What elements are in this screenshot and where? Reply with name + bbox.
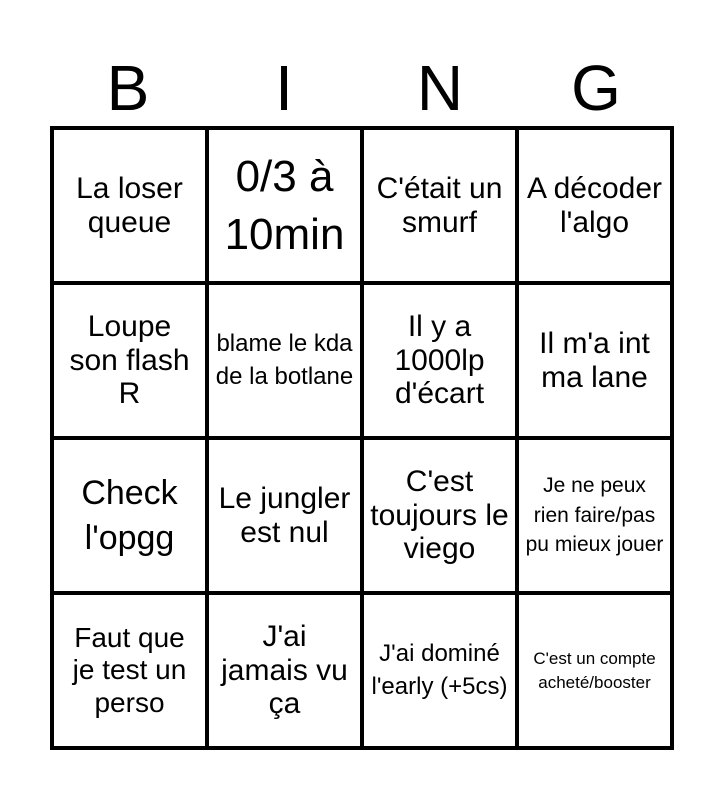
- bingo-cell[interactable]: [209, 595, 360, 746]
- bingo-cell[interactable]: [54, 130, 205, 281]
- bingo-cell-text: C'est un compte acheté/booster: [533, 648, 656, 692]
- bingo-cell[interactable]: [519, 440, 670, 591]
- header-letter-g: G: [571, 52, 621, 124]
- bingo-cell-text: C'était un smurf: [376, 171, 503, 239]
- bingo-cell[interactable]: [209, 130, 360, 281]
- bingo-cell[interactable]: [54, 595, 205, 746]
- bingo-cell[interactable]: [519, 285, 670, 436]
- bingo-cell-text: Le jungler est nul: [218, 481, 351, 549]
- bingo-cell-text: J'ai jamais vu ça: [221, 619, 348, 721]
- bingo-cell-text: Il m'a int ma lane: [539, 326, 650, 394]
- bingo-cell-text: blame le kda de la botlane: [215, 330, 354, 390]
- bingo-cell[interactable]: [364, 285, 515, 436]
- bingo-cell-text: J'ai dominé l'early (+5cs): [371, 640, 508, 700]
- bingo-cell[interactable]: [364, 595, 515, 746]
- bingo-cell-text: La loser queue: [76, 171, 183, 239]
- bingo-cell-text: Loupe son flash R: [69, 309, 190, 411]
- bingo-cell-text: Check l'opgg: [81, 474, 178, 557]
- bingo-cell[interactable]: [364, 130, 515, 281]
- header-letter-n: N: [416, 52, 464, 124]
- bingo-cell-text: C'est toujours le viego: [370, 464, 509, 566]
- header-letter-b: B: [106, 52, 150, 124]
- bingo-board: [50, 126, 674, 750]
- bingo-cell-text: Il y a 1000lp d'écart: [394, 309, 485, 411]
- bingo-cell-text: Faut que je test un perso: [72, 622, 187, 718]
- bingo-cell[interactable]: [364, 440, 515, 591]
- bingo-cell-text: Je ne peux rien faire/pas pu mieux jouer: [525, 474, 664, 557]
- bingo-cell-text: 0/3 à 10min: [224, 152, 345, 259]
- bingo-cell[interactable]: [54, 285, 205, 436]
- bingo-cell[interactable]: [209, 440, 360, 591]
- bingo-cell[interactable]: [54, 440, 205, 591]
- bingo-cell[interactable]: [209, 285, 360, 436]
- header-letter-i: I: [275, 52, 293, 124]
- bingo-cell-text: A décoder l'algo: [526, 171, 663, 239]
- bingo-header: [50, 50, 674, 126]
- bingo-cell[interactable]: [519, 130, 670, 281]
- bingo-cell[interactable]: [519, 595, 670, 746]
